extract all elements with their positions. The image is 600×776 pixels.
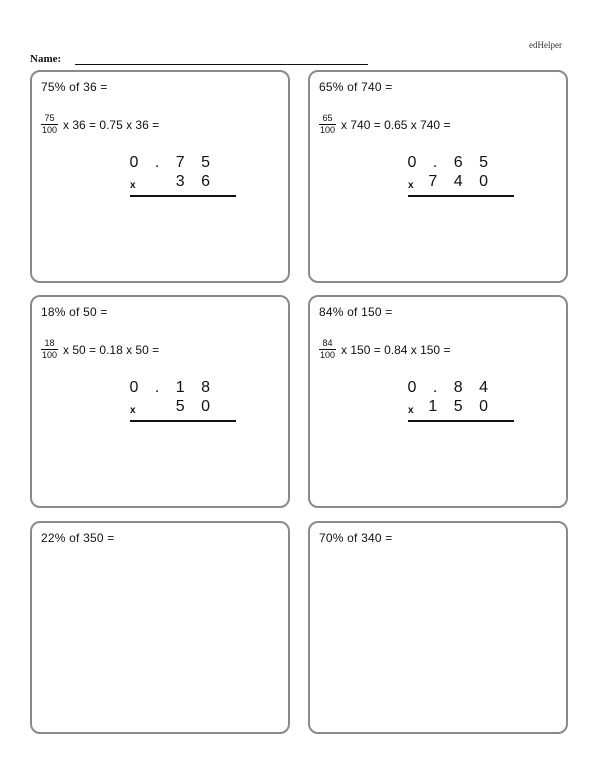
times-sign: x <box>130 180 136 191</box>
multiplier: 3 6 <box>175 173 216 190</box>
times-sign: x <box>130 405 136 416</box>
fraction-numerator: 75 <box>44 113 55 123</box>
equation-text: x 740 = 0.65 x 740 = <box>341 117 451 132</box>
fraction-numerator: 84 <box>322 338 333 348</box>
problem-question: 22% of 350 = <box>41 531 115 545</box>
problem-card-1 <box>30 70 290 283</box>
fraction-denominator: 100 <box>320 350 336 360</box>
multiplier: 7 4 0 <box>428 173 494 190</box>
multiplier: 1 5 0 <box>428 398 494 415</box>
problem-question: 18% of 50 = <box>41 305 108 319</box>
multiplication-work[interactable] <box>130 379 236 423</box>
multiplication-work[interactable] <box>408 379 514 423</box>
equation-text: x 50 = 0.18 x 50 = <box>63 342 160 357</box>
problem-card-3 <box>30 295 290 508</box>
conversion-equation <box>41 339 159 360</box>
conversion-equation <box>41 114 159 135</box>
brand-label: edHelper <box>529 40 562 50</box>
times-sign: x <box>408 405 414 416</box>
problem-question: 75% of 36 = <box>41 80 108 94</box>
problem-card-4 <box>308 295 568 508</box>
multiplier: 5 0 <box>175 398 216 415</box>
fraction <box>41 339 58 360</box>
problem-card-5[interactable] <box>30 521 290 734</box>
multiplicand: 0 . 7 5 <box>129 154 216 171</box>
conversion-equation <box>319 114 450 135</box>
equation-text: x 36 = 0.75 x 36 = <box>63 117 160 132</box>
problem-question: 84% of 150 = <box>319 305 393 319</box>
fraction <box>319 339 336 360</box>
name-input-line[interactable] <box>75 64 368 65</box>
equation-text: x 150 = 0.84 x 150 = <box>341 342 451 357</box>
answer-line <box>408 195 514 197</box>
multiplication-work[interactable] <box>130 154 236 198</box>
problem-question: 65% of 740 = <box>319 80 393 94</box>
multiplicand: 0 . 8 4 <box>407 379 494 396</box>
name-label: Name: <box>30 53 62 65</box>
answer-line <box>408 420 514 422</box>
fraction-denominator: 100 <box>42 125 58 135</box>
fraction <box>41 114 58 135</box>
fraction-numerator: 18 <box>44 338 55 348</box>
conversion-equation <box>319 339 450 360</box>
problem-card-2 <box>308 70 568 283</box>
fraction-numerator: 65 <box>322 113 333 123</box>
times-sign: x <box>408 180 414 191</box>
multiplicand: 0 . 1 8 <box>129 379 216 396</box>
multiplication-work[interactable] <box>408 154 514 198</box>
answer-line <box>130 195 236 197</box>
fraction-denominator: 100 <box>42 350 58 360</box>
fraction <box>319 114 336 135</box>
problem-card-6[interactable] <box>308 521 568 734</box>
multiplicand: 0 . 6 5 <box>407 154 494 171</box>
problem-question: 70% of 340 = <box>319 531 393 545</box>
answer-line <box>130 420 236 422</box>
fraction-denominator: 100 <box>320 125 336 135</box>
